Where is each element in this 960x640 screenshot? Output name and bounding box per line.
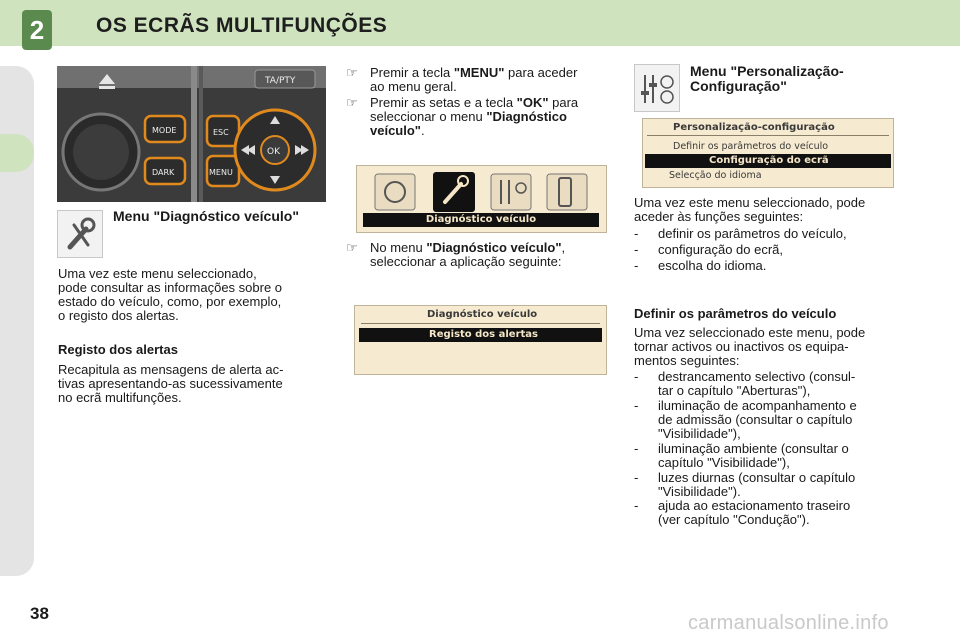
param-item: - iluminação ambiente (consultar o capítulo "Visibilidade"), <box>634 441 849 470</box>
control-panel-photo <box>57 66 326 202</box>
personalisation-menu-icon <box>634 64 680 112</box>
param-item: - destrancamento selectivo (consul- tar o capítulo "Aberturas"), <box>634 369 856 398</box>
alerts-text-1: Recapitula as mensagens de alerta ac- <box>58 362 284 377</box>
function-item: - definir os parâmetros do veículo, <box>634 226 847 241</box>
alerts-heading: Registo dos alertas <box>58 342 178 357</box>
function-item: - escolha do idioma. <box>634 258 767 273</box>
diagnostics-menu-icon <box>57 210 103 258</box>
params-intro-2: tornar activos ou inactivos os equipa- <box>634 339 849 354</box>
step-press-menu: ☞ Premir a tecla "MENU" para aceder ao menu geral. <box>346 65 578 94</box>
params-heading: Definir os parâmetros do veículo <box>634 306 837 321</box>
mode-button: MODE <box>152 126 177 135</box>
vehicle-parameters-item: Definir os parâmetros do veículo <box>673 141 829 152</box>
hand-pointer-icon: ☞ <box>346 95 358 110</box>
params-intro-3: mentos seguintes: <box>634 353 740 368</box>
function-item: - configuração do ecrã, <box>634 242 784 257</box>
diagnostics-intro-2: pode consultar as informações sobre o <box>58 280 283 295</box>
display-config-item: Configuração do ecrã <box>645 154 891 168</box>
page-number: 38 <box>30 604 49 623</box>
param-item: - luzes diurnas (consultar o capítulo "Visibilidade"). <box>634 470 856 499</box>
alerts-text-2: tivas apresentando-as sucessivamente <box>58 376 283 391</box>
language-item: Selecção do idioma <box>669 170 762 181</box>
alerts-text-3: no ecrã multifunções. <box>58 390 182 405</box>
param-item: - ajuda ao estacionamento traseiro (ver capítulo "Condução"). <box>634 498 851 527</box>
chapter-number: 2 <box>22 10 52 50</box>
alerts-log-item: Registo dos alertas <box>359 328 602 342</box>
main-menu-selected: Diagnóstico veículo <box>363 213 599 227</box>
step-select-application: ☞ No menu "Diagnóstico veículo", seleccionar a aplicação seguinte: <box>346 240 566 269</box>
diagnostics-menu-title: Menu "Diagnóstico veículo" <box>113 208 299 224</box>
watermark: carmanualsonline.info <box>688 612 889 634</box>
hand-pointer-icon: ☞ <box>346 65 358 80</box>
chapter-side-tab <box>0 134 34 172</box>
ta-pty-button: TA/PTY <box>265 76 296 86</box>
menu-button: MENU <box>209 168 233 177</box>
diagnostics-intro-1: Uma vez este menu seleccionado, <box>58 266 257 281</box>
main-menu-screen <box>356 165 607 233</box>
svg-text:OK: OK <box>267 147 280 157</box>
hand-pointer-icon: ☞ <box>346 240 358 255</box>
diagnostics-screen-title: Diagnóstico veículo <box>427 309 538 320</box>
diagnostics-screen <box>354 305 607 375</box>
personalisation-menu-title-2: Configuração" <box>690 78 787 94</box>
step-select-menu: ☞ Premir as setas e a tecla "OK" para seleccionar o menu "Diagnóstico veículo". <box>346 95 579 138</box>
personalisation-screen <box>642 118 894 188</box>
esc-button: ESC <box>213 128 229 137</box>
page-title: OS ECRÃS MULTIFUNÇÕES <box>96 14 388 37</box>
personalisation-intro-2: aceder às funções seguintes: <box>634 209 804 224</box>
personalisation-intro-1: Uma vez este menu seleccionado, pode <box>634 195 866 210</box>
diagnostics-intro-3: estado do veículo, como, por exemplo, <box>58 294 282 309</box>
personalisation-menu-title-1: Menu "Personalização- <box>690 63 844 79</box>
diagnostics-intro-4: o registo dos alertas. <box>58 308 179 323</box>
param-item: - iluminação de acompanhamento e de admissão (consultar o capítulo "Visibilidade"), <box>634 398 857 441</box>
params-intro-1: Uma vez seleccionado este menu, pode <box>634 325 866 340</box>
dark-button: DARK <box>152 168 175 177</box>
personalisation-screen-title: Personalização-configuração <box>673 122 835 133</box>
